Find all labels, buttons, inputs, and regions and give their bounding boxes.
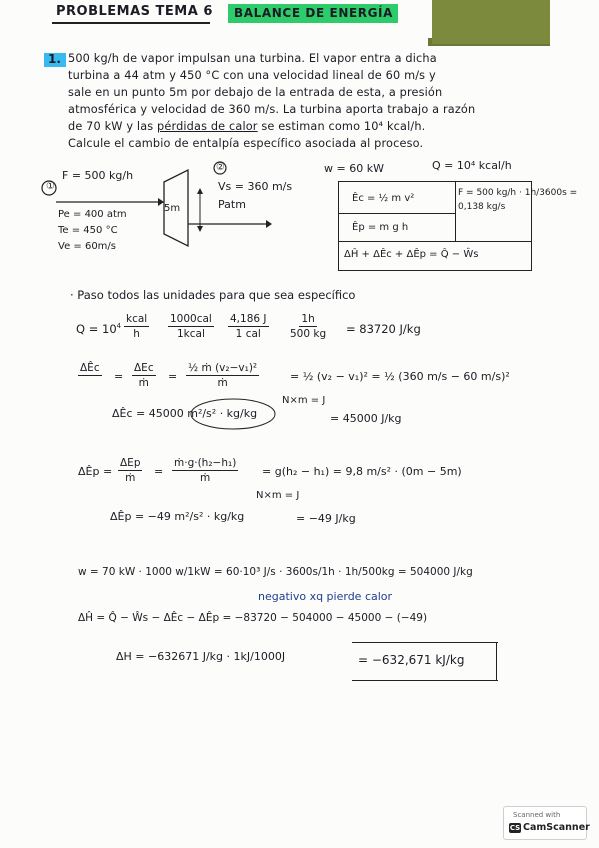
q-result: = 83720 J/kg (346, 322, 421, 336)
given-work: w = 60 kW (324, 162, 384, 175)
outlet-pressure: Patm (218, 198, 246, 211)
formula-ec: Êc = ½ m v² (352, 193, 415, 204)
negative-note: negativo xq pierde calor (258, 590, 393, 603)
problem-line-2: turbina a 44 atm y 450 °C con una velocidad lineal de 60 m/s y (68, 69, 436, 82)
work-line: w = 70 kW · 1000 w/1kW = 60·10³ J/s · 3600s/1h · 1h/500kg = 504000 J/kg (78, 566, 473, 578)
camscanner-logo-icon: CS (509, 823, 521, 832)
formula-ep: Êp = m g h (352, 222, 409, 233)
height-arrow-up (197, 188, 203, 194)
camscanner-brand (509, 822, 590, 833)
header-underline (52, 22, 210, 24)
inlet-temperature: Te = 450 °C (58, 225, 118, 236)
ep-frac-1: ΔEp ṁ (120, 457, 141, 484)
dh-value: ΔH = −632671 J/kg · 1kJ/1000J (116, 650, 286, 663)
ep-result: = −49 J/kg (296, 512, 356, 525)
q-frac-hour: $\frac{1h}{500 kg}$ (290, 313, 327, 340)
problem-line-3: sale en un punto 5m por debajo de la entrada de esta, a presión (68, 86, 443, 99)
given-heat: Q = 10⁴ kcal/h (432, 159, 512, 172)
ec-result: = 45000 J/kg (330, 412, 402, 425)
ec-units-circle (188, 396, 278, 432)
height-label: 5m (164, 203, 181, 214)
ep-lhs: ΔÊp = (78, 465, 113, 478)
inlet-pressure: Pe = 400 atm (58, 209, 127, 220)
camscanner-brand-text: CamScanner (523, 822, 590, 833)
problem-line-5: de 70 kW y las pérdidas de calor se estiman como 10⁴ kcal/h. (68, 120, 426, 133)
ec-frac-1: ΔEc ṁ (134, 362, 154, 389)
problem-line-4: atmosférica y velocidad de 360 m/s. La turbina aporta trabajo a razón (68, 103, 476, 116)
problem-line-1: 500 kg/h de vapor impulsan una turbina. El vapor entra a dicha (68, 52, 437, 65)
q-frac-1000cal: 1000cal 1kcal (170, 313, 212, 340)
ep-expansion: = g(h₂ − h₁) = 9,8 m/s² · (0m − 5m) (262, 465, 462, 478)
ec-expansion: = ½ (v₂ − v₁)² = ½ (360 m/s − 60 m/s)² (290, 370, 510, 383)
outlet-arrowhead (266, 220, 272, 228)
answer-box-top (352, 642, 498, 643)
header-title: BALANCE DE ENERGÍA (228, 4, 398, 23)
problem-number: 1. (48, 52, 61, 66)
inlet-velocity: Ve = 60m/s (58, 241, 116, 252)
steps-intro: · Paso todos las unidades para que sea específico (70, 288, 356, 302)
dh-line: ΔĤ = Q̂ − Ŵs − ΔÊc − ΔÊp = −83720 − 504000 − 45000 − (−49) (78, 612, 428, 624)
ec-lhs: ΔÊc (80, 362, 100, 374)
q-symbol: $Q = 10^4$ (76, 322, 122, 336)
formula-balance: ΔĤ + ΔÊc + ΔÊp = Q̂ − Ŵs (344, 249, 479, 260)
formula-box-row-2 (338, 241, 531, 242)
final-answer: = −632,671 kJ/kg (358, 653, 465, 667)
formula-box-row-1 (338, 213, 455, 214)
problem-line-6: Calcule el cambio de entalpía específico asociada al proceso. (68, 137, 424, 150)
ec-note: N×m = J (282, 395, 326, 406)
formula-box-divider (455, 181, 456, 241)
underlined-phrase: pérdidas de calor (157, 120, 258, 133)
ec-frac-2: $\frac{\text{½ ṁ (v₂−v₁)²}}{\text{ṁ}}$ (188, 362, 258, 389)
height-arrow-down (197, 226, 203, 232)
camscanner-caption: Scanned with (513, 811, 561, 819)
ec-value: ΔÊc = 45000 m²/s² · kg/kg (112, 407, 258, 420)
outlet-marker: ② (216, 162, 225, 173)
flow-label: F = 500 kg/h (62, 169, 134, 182)
q-frac-joule: 4,186 J 1 cal (230, 313, 267, 340)
inlet-marker: ① (46, 181, 55, 192)
ec-eq-2: = (168, 370, 178, 383)
ec-eq-1: = (114, 370, 124, 383)
ep-value: ΔÊp = −49 m²/s² · kg/kg (110, 510, 245, 523)
q-frac-kcal: kcal h (126, 313, 148, 340)
header-tab: PROBLEMAS TEMA 6 (56, 4, 213, 19)
flow-conversion: F = 500 kg/h · 1h/3600s = 0,138 kg/s (458, 188, 578, 212)
ep-frac-2: $\frac{\text{ṁ·g·(h₂−h₁)}}{\text{ṁ}}$ (174, 457, 237, 484)
answer-box-bottom (352, 680, 498, 681)
sticky-note (432, 0, 550, 44)
outlet-velocity: Vs = 360 m/s (218, 180, 293, 193)
answer-box-right (496, 642, 497, 681)
ep-eq: = (154, 465, 164, 478)
ep-note: N×m = J (256, 490, 300, 501)
